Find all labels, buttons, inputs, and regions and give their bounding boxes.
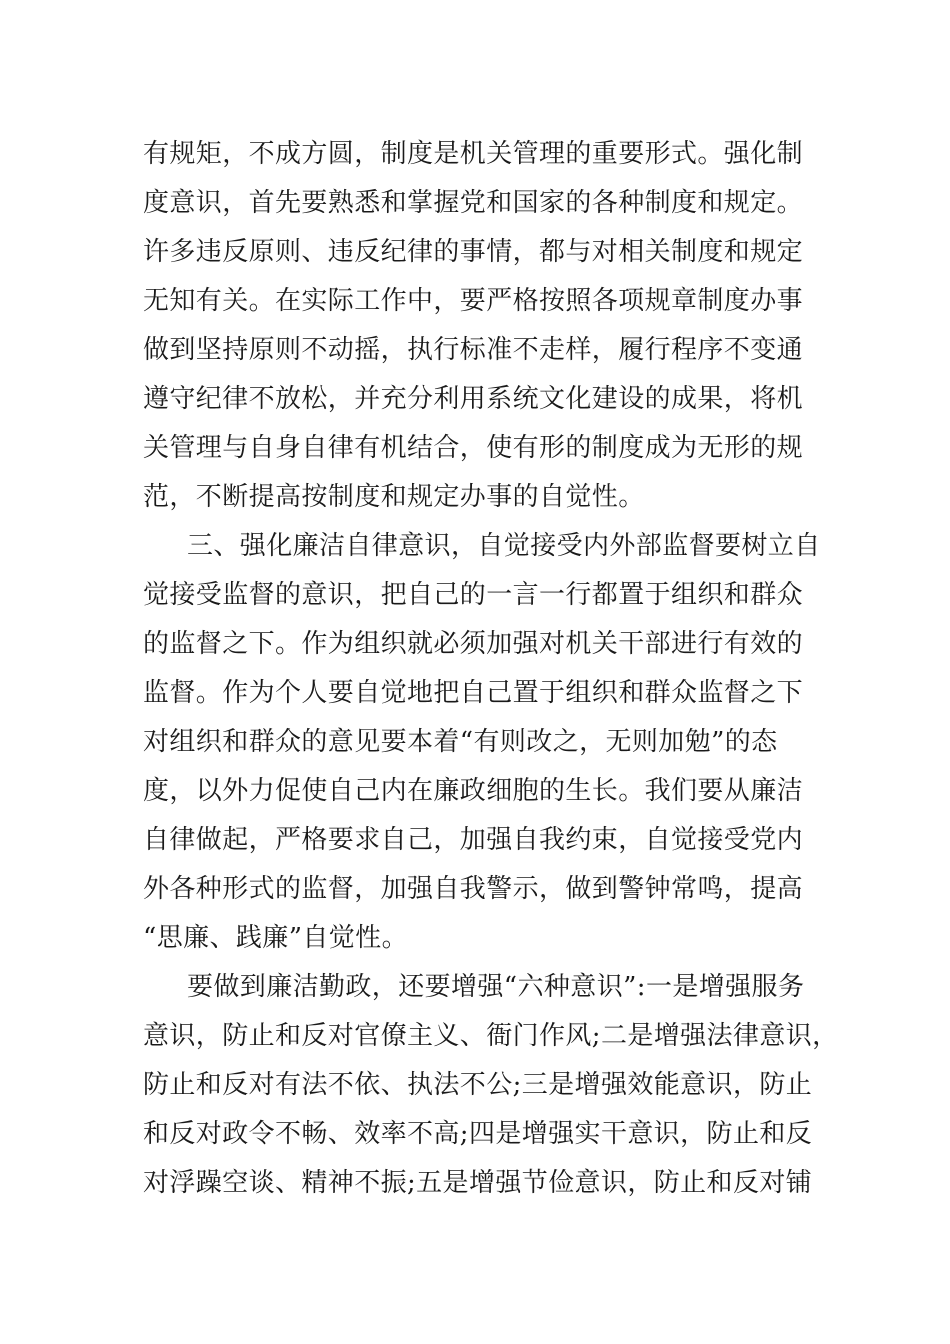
text-line: 做到坚持原则不动摇，执行标准不走样，履行程序不变通 (143, 335, 804, 365)
text-line: 许多违反原则、违反纪律的事情，都与对相关制度和规定 (143, 237, 804, 267)
text-line: 度，以外力促使自己内在廉政细胞的生长。我们要从廉洁 (143, 776, 804, 806)
text-line: 防止和反对有法不依、执法不公;三是增强效能意识，防止 (143, 1070, 813, 1100)
text-line: “思廉、践廉”自觉性。 (143, 923, 408, 953)
document-body (143, 130, 843, 1208)
text-line: 意识，防止和反对官僚主义、衙门作风;二是增强法律意识， (143, 1021, 839, 1051)
paragraph-start-line: 要做到廉洁勤政，还要增强“六种意识”:一是增强服务 (187, 972, 805, 1002)
text-line: 范，不断提高按制度和规定办事的自觉性。 (143, 482, 645, 512)
paragraph-start-line: 三、强化廉洁自律意识，自觉接受内外部监督要树立自 (187, 531, 821, 561)
text-line: 对组织和群众的意见要本着“有则改之，无则加勉”的态 (143, 727, 778, 757)
text-line: 有规矩，不成方圆，制度是机关管理的重要形式。强化制 (143, 139, 804, 169)
text-line: 和反对政令不畅、效率不高;四是增强实干意识，防止和反 (143, 1119, 813, 1149)
text-line: 觉接受监督的意识，把自己的一言一行都置于组织和群众 (143, 580, 804, 610)
text-line: 对浮躁空谈、精神不振;五是增强节俭意识，防止和反对铺 (143, 1168, 813, 1198)
text-line: 度意识，首先要熟悉和掌握党和国家的各种制度和规定。 (143, 188, 804, 218)
text-line: 监督。作为个人要自觉地把自己置于组织和群众监督之下 (143, 678, 804, 708)
text-line: 关管理与自身自律有机结合，使有形的制度成为无形的规 (143, 433, 804, 463)
text-line: 无知有关。在实际工作中，要严格按照各项规章制度办事 (143, 286, 804, 316)
text-line: 的监督之下。作为组织就必须加强对机关干部进行有效的 (143, 629, 804, 659)
text-line: 遵守纪律不放松，并充分利用系统文化建设的成果，将机 (143, 384, 804, 414)
text-line: 自律做起，严格要求自己，加强自我约束，自觉接受党内 (143, 825, 804, 855)
text-line: 外各种形式的监督，加强自我警示，做到警钟常鸣，提高 (143, 874, 804, 904)
